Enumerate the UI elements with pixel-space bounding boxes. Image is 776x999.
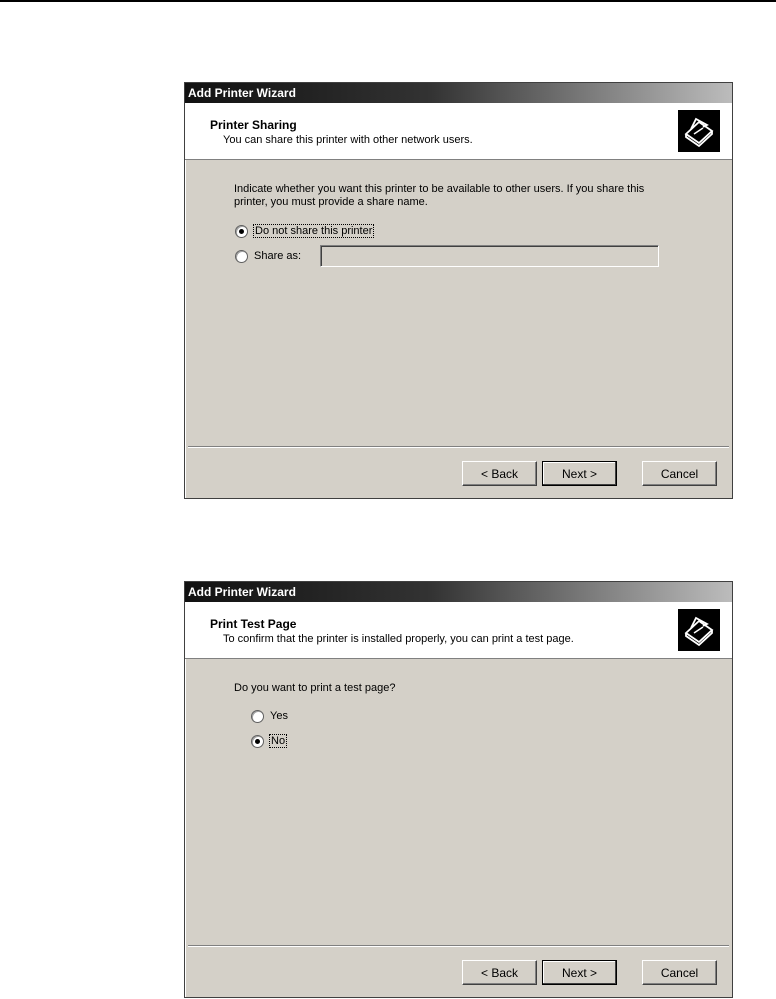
dialog-header [185,103,732,160]
page-title: Printer Sharing [210,118,297,132]
share-name-input[interactable] [320,245,659,267]
cancel-button[interactable]: Cancel [642,461,717,486]
radio-label: Do not share this printer [255,225,373,237]
page-top-rule [0,0,776,2]
print-test-page-dialog [184,581,733,998]
back-button[interactable]: < Back [462,960,537,985]
radio-no[interactable] [251,733,286,749]
radio-share-as[interactable] [235,248,301,264]
dialog-title-bar: Add Printer Wizard [185,582,732,602]
radio-yes[interactable] [251,708,288,724]
printer-icon [678,609,720,651]
back-button[interactable]: < Back [462,461,537,486]
next-button[interactable]: Next > [542,960,617,985]
button-separator [188,945,729,947]
radio-label: No [271,735,286,747]
cancel-button[interactable]: Cancel [642,960,717,985]
printer-sharing-dialog [184,82,733,499]
dialog-header [185,602,732,659]
radio-button-checked[interactable] [235,225,248,238]
sharing-instructions: Indicate whether you want this printer to be available to other users. If you share this printer, you must provide a share name. [234,183,645,208]
next-button[interactable]: Next > [542,461,617,486]
radio-button[interactable] [235,250,248,263]
radio-button-checked[interactable] [251,735,264,748]
radio-button[interactable] [251,710,264,723]
radio-label: Yes [270,710,288,722]
page-title: Print Test Page [210,617,297,631]
page-subtitle: To confirm that the printer is installed properly, you can print a test page. [223,633,574,645]
printer-icon [678,110,720,152]
button-separator [188,446,729,448]
dialog-title-bar: Add Printer Wizard [185,83,732,103]
radio-label: Share as: [254,250,302,262]
page-subtitle: You can share this printer with other network users. [223,134,473,146]
test-page-question: Do you want to print a test page? [234,682,396,694]
radio-do-not-share[interactable] [235,223,373,239]
